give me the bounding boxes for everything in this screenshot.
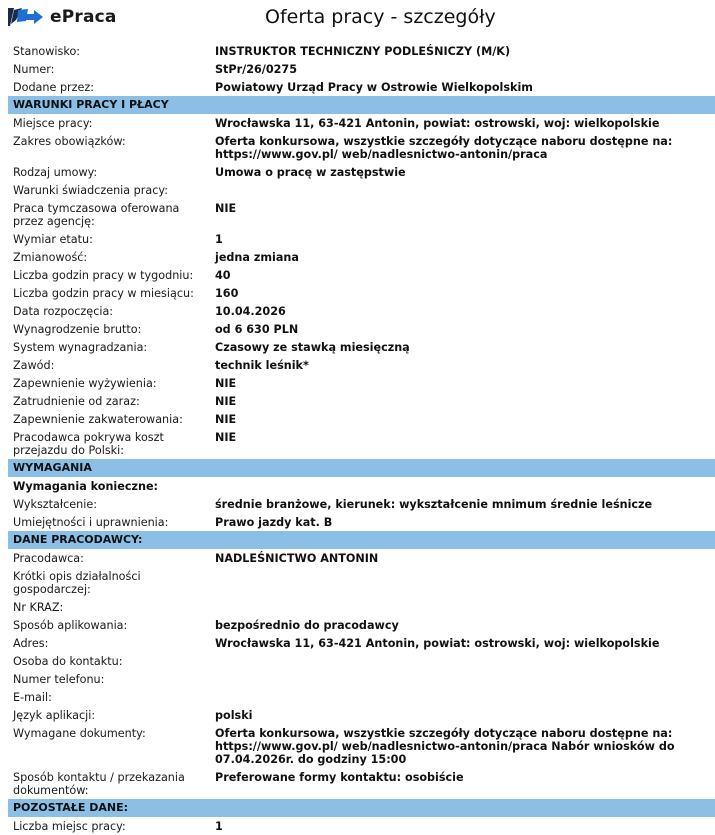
detail-row-pracodawca: [8, 549, 715, 567]
field-label: Warunki świadczenia pracy:: [13, 183, 168, 197]
logo-text: ePraca: [50, 7, 117, 27]
field-label: Miejsce pracy:: [13, 116, 93, 130]
epraca-logo[interactable]: [8, 6, 117, 28]
section-header-pozostale: POZOSTAŁE DANE:: [8, 799, 715, 817]
field-label: Stanowisko:: [13, 44, 81, 58]
field-value: jedna zmiana: [215, 250, 299, 264]
field-label: Zapewnienie zakwaterowania:: [13, 412, 183, 426]
detail-row-wymagane-dokumenty: [8, 724, 715, 768]
field-label: Pracodawca:: [13, 551, 84, 565]
detail-row-adres: [8, 634, 715, 652]
detail-row-zakres-obowiazkow: [8, 132, 715, 163]
detail-row-miejsce-pracy: [8, 114, 715, 132]
field-label: Numer telefonu:: [13, 672, 105, 686]
field-label: Praca tymczasowa oferowana przez agencję:: [13, 201, 180, 228]
field-value: NIE: [215, 430, 237, 444]
field-value: NADLEŚNICTWO ANTONIN: [215, 551, 379, 565]
detail-row-wynagrodzenie-brutto: [8, 320, 715, 338]
field-value: INSTRUKTOR TECHNICZNY PODLEŚNICZY (M/K): [215, 44, 511, 58]
field-value: 1: [215, 232, 223, 246]
detail-row-sposob-kontaktu-przekazania-dokumentow: [8, 768, 715, 799]
field-label: Zatrudnienie od zaraz:: [13, 394, 140, 408]
page-title: Oferta pracy - szczegóły: [265, 6, 496, 28]
epraca-logo-icon: [8, 6, 44, 28]
field-label: Adres:: [13, 636, 49, 650]
field-label: Liczba godzin pracy w tygodniu:: [13, 268, 194, 282]
field-label: Rodzaj umowy:: [13, 165, 98, 179]
field-label: Umiejętności i uprawnienia:: [13, 515, 169, 529]
field-label: Zakres obowiązków:: [13, 134, 126, 148]
field-label: Osoba do kontaktu:: [13, 654, 123, 668]
detail-row-jezyk-aplikacji: [8, 706, 715, 724]
detail-row-sposob-aplikowania: [8, 616, 715, 634]
field-value: średnie branżowe, kierunek: wykształcenie mnimum średnie leśnicze: [215, 497, 653, 511]
field-label: Sposób aplikowania:: [13, 618, 128, 632]
field-value: Prawo jazdy kat. B: [215, 515, 333, 529]
field-value: 40: [215, 268, 231, 282]
detail-row-nr-kraz: [8, 598, 715, 616]
field-label: Język aplikacji:: [13, 708, 96, 722]
field-label: Wymagane dokumenty:: [13, 726, 146, 740]
field-label: Pracodawca pokrywa koszt przejazdu do Polski:: [13, 430, 164, 457]
field-label: Liczba miejsc pracy:: [13, 819, 126, 833]
detail-row-pracodawca-pokrywa-koszt-przejazdu-do-polski: [8, 428, 715, 459]
field-value: bezpośrednio do pracodawcy: [215, 618, 399, 632]
detail-row-osoba-do-kontaktu: [8, 652, 715, 670]
field-value: 10.04.2026: [215, 304, 286, 318]
field-value: Wrocławska 11, 63-421 Antonin, powiat: ostrowski, woj: wielkopolskie: [215, 116, 660, 130]
field-label: Dodane przez:: [13, 80, 95, 94]
field-label: Sposób kontaktu / przekazania dokumentów:: [13, 770, 185, 797]
field-label: Data rozpoczęcia:: [13, 304, 114, 318]
field-value: [215, 601, 715, 614]
field-value: NIE: [215, 376, 237, 390]
field-value: 1: [215, 819, 223, 833]
detail-row-praca-tymczasowa-oferowana-przez-agencje: [8, 199, 715, 230]
detail-row-zapewnienie-zakwaterowania: [8, 410, 715, 428]
field-value: Wrocławska 11, 63-421 Antonin, powiat: ostrowski, woj: wielkopolskie: [215, 636, 660, 650]
detail-row-wyksztalcenie: [8, 495, 715, 513]
field-value: od 6 630 PLN: [215, 322, 299, 336]
field-value: [215, 570, 715, 596]
detail-row-data-rozpoczecia: [8, 302, 715, 320]
field-value: NIE: [215, 201, 237, 215]
field-label: Liczba godzin pracy w miesiącu:: [13, 286, 194, 300]
section-header-wymagania: WYMAGANIA: [8, 459, 715, 477]
detail-row-rodzaj-umowy: [8, 163, 715, 181]
detail-row-wymiar-etatu: [8, 230, 715, 248]
field-value: technik leśnik*: [215, 358, 309, 372]
field-value: polski: [215, 708, 253, 722]
field-value: NIE: [215, 412, 237, 426]
detail-row-zatrudnienie-od-zaraz: [8, 392, 715, 410]
subheading: Wymagania konieczne:: [13, 480, 159, 493]
field-label: Numer:: [13, 62, 55, 76]
field-value: Preferowane formy kontaktu: osobiście: [215, 770, 464, 784]
detail-row-zmianowosc: [8, 248, 715, 266]
field-label: Zmianowość:: [13, 250, 88, 264]
detail-row-liczba-miejsc-pracy: [8, 817, 715, 835]
page-header: [0, 0, 715, 40]
field-label: Krótki opis działalności gospodarczej:: [13, 569, 141, 596]
detail-row-e-mail: [8, 688, 715, 706]
detail-row-dodane-przez: [8, 78, 715, 96]
field-label: E-mail:: [13, 690, 52, 704]
field-value: [215, 691, 715, 704]
field-value: Oferta konkursowa, wszystkie szczegóły dotyczące naboru dostępne na: https://www.gov.pl/ web/nadlesnictwo-antonin/praca Nabór wniosków do 07.04.2026r. do godziny 15:00: [215, 726, 675, 766]
offer-details: [8, 42, 715, 835]
field-value: [215, 673, 715, 686]
field-label: System wynagradzania:: [13, 340, 148, 354]
section-header-pracodawca: DANE PRACODAWCY:: [8, 531, 715, 549]
field-label: Zapewnienie wyżywienia:: [13, 376, 157, 390]
field-label: Zawód:: [13, 358, 55, 372]
section-header-warunki: WARUNKI PRACY I PŁACY: [8, 96, 715, 114]
field-label: Wymiar etatu:: [13, 232, 93, 246]
detail-row-liczba-godzin-pracy-w-miesiacu: [8, 284, 715, 302]
detail-row-warunki-swiadczenia-pracy: [8, 181, 715, 199]
field-label: Wykształcenie:: [13, 497, 97, 511]
detail-row-stanowisko: [8, 42, 715, 60]
field-label: Wynagrodzenie brutto:: [13, 322, 142, 336]
field-value: [215, 184, 715, 197]
field-value: Powiatowy Urząd Pracy w Ostrowie Wielkopolskim: [215, 80, 533, 94]
detail-row-zawod: [8, 356, 715, 374]
field-value: NIE: [215, 394, 237, 408]
field-value: Czasowy ze stawką miesięczną: [215, 340, 410, 354]
field-value: Umowa o pracę w zastępstwie: [215, 165, 406, 179]
field-value: Oferta konkursowa, wszystkie szczegóły dotyczące naboru dostępne na: https://www.gov.pl/ web/nadlesnictwo-antonin/praca: [215, 134, 673, 161]
field-value: [215, 655, 715, 668]
detail-row-liczba-godzin-pracy-w-tygodniu: [8, 266, 715, 284]
field-value: 160: [215, 286, 239, 300]
detail-row-numer-telefonu: [8, 670, 715, 688]
detail-row-system-wynagradzania: [8, 338, 715, 356]
detail-row-numer: [8, 60, 715, 78]
field-label: Nr KRAZ:: [13, 600, 64, 614]
detail-row-zapewnienie-wyzywienia: [8, 374, 715, 392]
detail-row-krotki-opis-dzialalnosci-gospodarczej: [8, 567, 715, 598]
detail-row-umiejetnosci-i-uprawnienia: [8, 513, 715, 531]
field-value: StPr/26/0275: [215, 62, 297, 76]
